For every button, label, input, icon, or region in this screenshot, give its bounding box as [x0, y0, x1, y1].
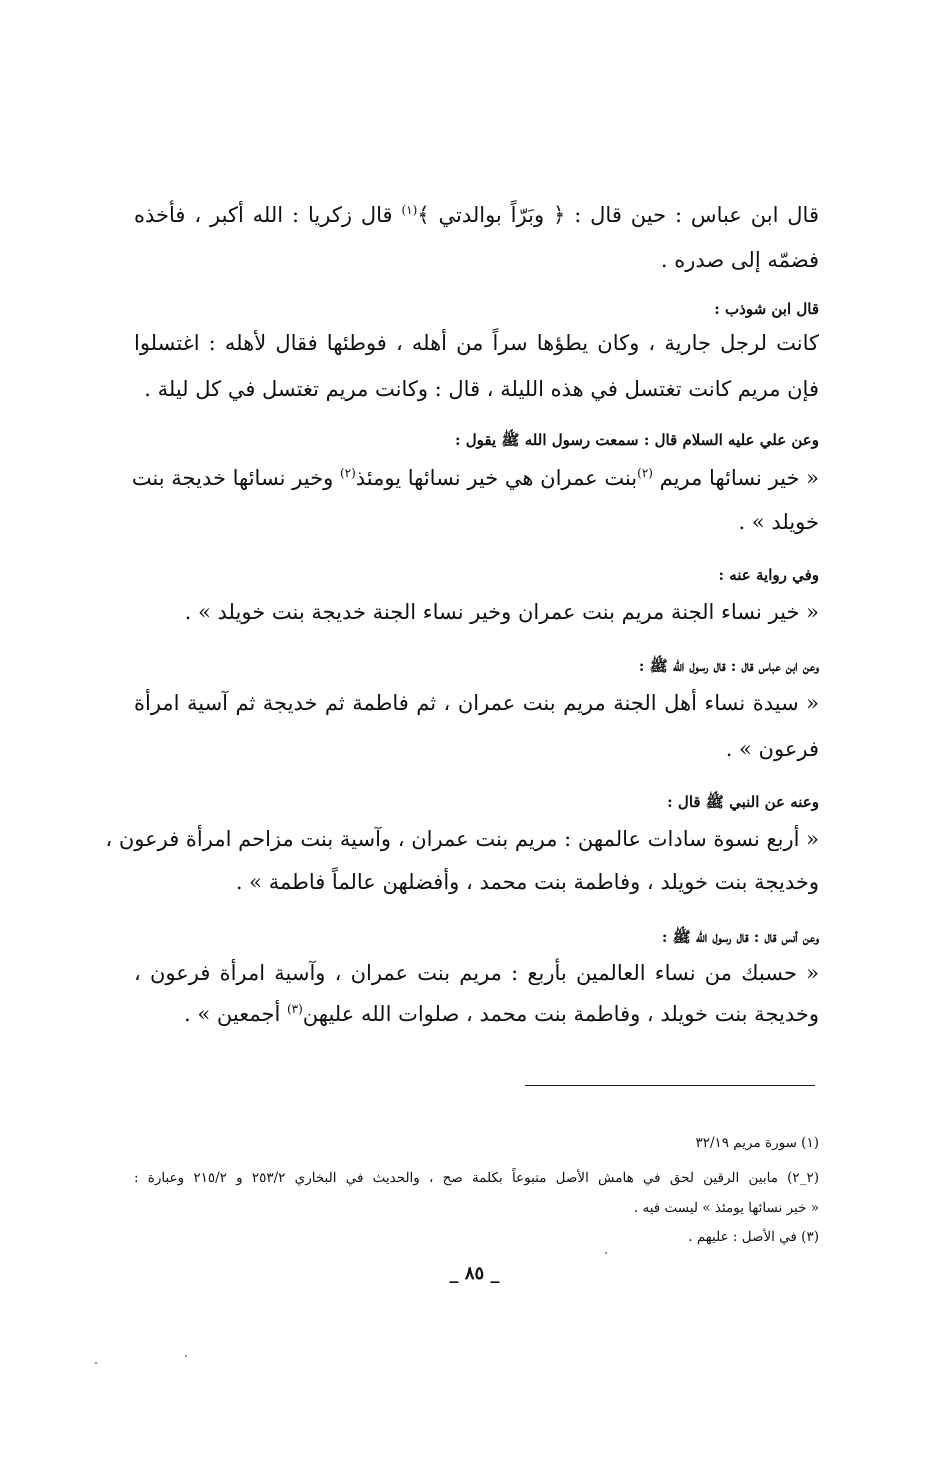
footnote-ref[interactable]: (٢): [637, 466, 653, 480]
scan-speck: [605, 1252, 607, 1254]
body-line: « أربع نسوة سادات عالمهن : مريم بنت عمران ، وآسية بنت مزاحم امرأة فرعون ،: [105, 827, 819, 851]
section-heading: وفي رواية عنه :: [718, 566, 819, 584]
body-line: قال ابن عباس : حين قال : ﴿ وبَرّاً بوالدتي ﴾$^{(١)}$ قال زكريا : الله أكبر ، فأخذه: [134, 203, 819, 227]
body-line: « سيدة نساء أهل الجنة مريم بنت عمران ، ثم فاطمة ثم خديجة ثم آسية امرأة: [134, 691, 819, 715]
footnote: (١) سورة مريم ٣٢/١٩: [695, 1134, 819, 1151]
body-line: كانت لرجل جارية ، وكان يطؤها سراً من أهله ، فوطئها فقال لأهله : اغتسلوا: [134, 331, 819, 355]
footnote: (٣) في الأصل : عليهم .: [688, 1228, 819, 1245]
page-number: _ ٨٥ _: [449, 1263, 500, 1284]
footnote: (٢_٢) مابين الرقين لحق في هامش الأصل متبوعاً بكلمة صح ، والحديث في البخاري ٢٥٣/٢ و ٢١٥/٢ وعبارة :: [134, 1169, 819, 1186]
body-line: فإن مريم كانت تغتسل في هذه الليلة ، قال : وكانت مريم تغتسل في كل ليلة .: [144, 377, 819, 401]
body-line: « خير نسائها مريم $^{(٢)}$بنت عمران هي خير نسائها يومئذ$^{(٢)}$ وخير نسائها خديجة بنت: [131, 466, 819, 490]
footnote-ref[interactable]: (٢): [339, 466, 356, 480]
body-line: « حسبك من نساء العالمين بأربع : مريم بنت عمران ، وآسية امرأة فرعون ،: [134, 961, 819, 985]
section-heading: وعنه عن النبي ﷺ قال :: [667, 793, 819, 811]
body-line: وخديجة بنت خويلد ، وفاطمة بنت محمد ، صلوات الله عليهن$^{(٣)}$ أجمعين » .: [184, 1002, 819, 1026]
body-line: وخديجة بنت خويلد ، وفاطمة بنت محمد ، وأفضلهن عالماً فاطمة » .: [235, 870, 819, 894]
body-line: « خير نساء الجنة مريم بنت عمران وخير نساء الجنة خديجة بنت خويلد » .: [184, 600, 819, 624]
scan-speck: [95, 1362, 97, 1364]
scan-speck: [185, 1355, 187, 1357]
body-line: خويلد » .: [738, 510, 819, 534]
footnote-divider: [525, 1085, 815, 1086]
section-heading: قال ابن شوذب :: [714, 300, 819, 318]
footnote-ref[interactable]: (١): [401, 203, 418, 217]
footnote: « خير نسائها يومئذ » ليست فيه .: [633, 1199, 819, 1216]
section-heading: وعن ابن عباس قال : قال رسول الله ﷺ :: [638, 657, 819, 675]
footnote-ref[interactable]: (٣): [286, 1002, 303, 1016]
section-heading: وعن أنس قال : قال رسول الله ﷺ :: [661, 928, 819, 946]
body-line: فضمّه إلى صدره .: [660, 248, 819, 272]
body-line: فرعون » .: [725, 737, 819, 761]
section-heading: وعن علي عليه السلام قال : سمعت رسول الله ﷺ يقول :: [455, 431, 819, 449]
